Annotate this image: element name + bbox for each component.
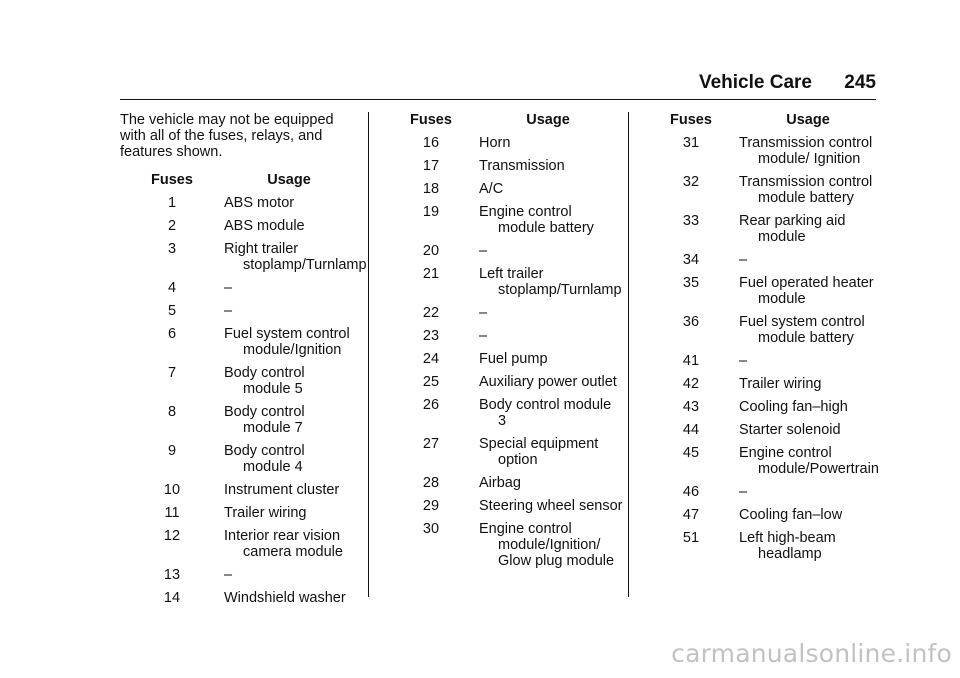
usage-column-header: Usage xyxy=(267,172,311,188)
fuse-number: 13 xyxy=(163,567,181,583)
table-row xyxy=(643,422,883,438)
fuse-number: 6 xyxy=(167,326,177,342)
fuse-number: 8 xyxy=(167,404,177,420)
table-row xyxy=(643,484,883,500)
fuse-number: 1 xyxy=(167,195,177,211)
table-row xyxy=(120,482,355,498)
fuse-usage: ABS motor xyxy=(224,195,295,211)
table-header xyxy=(643,112,883,128)
fuse-number: 46 xyxy=(682,484,700,500)
fuse-usage: Cooling fan–high xyxy=(739,399,848,415)
table-row xyxy=(643,530,883,562)
fuse-number: 35 xyxy=(682,275,700,291)
fuse-usage: ABS module xyxy=(224,218,305,234)
fuse-number: 27 xyxy=(422,436,440,452)
fuse-usage: Engine control module/Ignition/ Glow plug module xyxy=(479,521,615,569)
table-row xyxy=(120,303,355,319)
usage-column-header: Usage xyxy=(786,112,830,128)
fuse-usage: Airbag xyxy=(479,475,521,491)
fuse-usage: Body control module 3 xyxy=(479,397,612,429)
table-row xyxy=(643,445,883,477)
table-row xyxy=(383,305,623,321)
table-row xyxy=(120,195,355,211)
fuse-number: 12 xyxy=(163,528,181,544)
table-row xyxy=(383,158,623,174)
table-row xyxy=(120,365,355,397)
table-row xyxy=(383,266,623,298)
fuse-usage: Body control module 4 xyxy=(224,443,305,475)
table-row xyxy=(120,528,355,560)
table-row xyxy=(120,280,355,296)
table-row xyxy=(643,275,883,307)
table-row xyxy=(120,218,355,234)
fuse-number: 14 xyxy=(163,590,181,606)
table-row xyxy=(120,590,355,606)
fuse-usage: Body control module 5 xyxy=(224,365,305,397)
fuse-usage: Starter solenoid xyxy=(739,422,841,438)
fuse-usage: – xyxy=(479,328,488,344)
fuse-number: 41 xyxy=(682,353,700,369)
fuse-usage: Transmission control module battery xyxy=(739,174,873,206)
usage-column-header: Usage xyxy=(526,112,570,128)
fuses-column-header: Fuses xyxy=(410,112,452,128)
fuse-number: 7 xyxy=(167,365,177,381)
table-row xyxy=(383,181,623,197)
table-row xyxy=(383,243,623,259)
fuse-number: 4 xyxy=(167,280,177,296)
fuse-number: 19 xyxy=(422,204,440,220)
fuse-number: 31 xyxy=(682,135,700,151)
table-row xyxy=(120,567,355,583)
fuse-number: 47 xyxy=(682,507,700,523)
fuse-number: 10 xyxy=(163,482,181,498)
fuse-usage: Instrument cluster xyxy=(224,482,340,498)
table-row xyxy=(120,241,367,273)
fuse-column-3 xyxy=(643,112,883,569)
table-row xyxy=(383,135,623,151)
table-row xyxy=(120,326,355,358)
fuse-usage: – xyxy=(224,567,233,583)
fuse-number: 30 xyxy=(422,521,440,537)
fuse-usage: Left high-beam headlamp xyxy=(739,530,836,562)
fuse-number: 3 xyxy=(167,241,177,257)
fuse-number: 36 xyxy=(682,314,700,330)
column-divider xyxy=(368,112,369,597)
fuse-number: 51 xyxy=(682,530,700,546)
fuse-usage: Trailer wiring xyxy=(739,376,822,392)
section-title: Vehicle Care xyxy=(698,72,812,93)
column-divider xyxy=(628,112,629,597)
intro-paragraph: The vehicle may not be equipped with all of the fuses, relays, and features shown. xyxy=(120,112,334,160)
fuse-usage: Horn xyxy=(479,135,511,151)
fuse-number: 33 xyxy=(682,213,700,229)
fuse-usage: – xyxy=(479,305,488,321)
fuse-usage: Left trailer stoplamp/Turnlamp xyxy=(479,266,622,298)
fuse-usage: Fuel pump xyxy=(479,351,548,367)
fuse-number: 25 xyxy=(422,374,440,390)
header-divider xyxy=(120,99,876,100)
watermark: carmanualsonline.info xyxy=(671,639,952,668)
fuse-number: 22 xyxy=(422,305,440,321)
fuse-usage: A/C xyxy=(479,181,504,197)
fuse-usage: Engine control module/Powertrain xyxy=(739,445,879,477)
table-row xyxy=(643,507,883,523)
fuses-column-header: Fuses xyxy=(670,112,712,128)
table-row xyxy=(120,505,355,521)
fuse-number: 20 xyxy=(422,243,440,259)
fuse-number: 5 xyxy=(167,303,177,319)
table-row xyxy=(383,475,623,491)
table-row xyxy=(120,404,355,436)
table-row xyxy=(643,399,883,415)
table-row xyxy=(383,436,623,468)
fuse-usage: Rear parking aid module xyxy=(739,213,846,245)
page-number: 245 xyxy=(844,72,876,93)
fuse-usage: – xyxy=(479,243,488,259)
fuses-column-header: Fuses xyxy=(151,172,193,188)
fuse-number: 45 xyxy=(682,445,700,461)
fuse-usage: Fuel operated heater module xyxy=(739,275,874,307)
fuse-number: 18 xyxy=(422,181,440,197)
table-row xyxy=(383,351,623,367)
fuse-number: 9 xyxy=(167,443,177,459)
fuse-usage: – xyxy=(739,252,748,268)
fuse-number: 34 xyxy=(682,252,700,268)
fuse-usage: Fuel system control module battery xyxy=(739,314,865,346)
fuse-usage: Special equipment option xyxy=(479,436,599,468)
fuse-number: 29 xyxy=(422,498,440,514)
fuse-usage: Engine control module battery xyxy=(479,204,594,236)
fuse-number: 28 xyxy=(422,475,440,491)
table-row xyxy=(383,397,623,429)
table-row xyxy=(643,213,883,245)
fuse-usage: Transmission control module/ Ignition xyxy=(739,135,873,167)
fuse-number: 26 xyxy=(422,397,440,413)
fuse-usage: Steering wheel sensor xyxy=(479,498,623,514)
table-header xyxy=(120,172,355,188)
table-row xyxy=(643,174,883,206)
fuse-number: 21 xyxy=(422,266,440,282)
fuse-number: 44 xyxy=(682,422,700,438)
table-row xyxy=(643,353,883,369)
fuse-number: 42 xyxy=(682,376,700,392)
fuse-usage: – xyxy=(739,353,748,369)
page-header xyxy=(120,72,876,97)
fuse-number: 16 xyxy=(422,135,440,151)
fuse-number: 32 xyxy=(682,174,700,190)
fuse-number: 43 xyxy=(682,399,700,415)
fuse-usage: Cooling fan–low xyxy=(739,507,843,523)
fuse-usage: Fuel system control module/Ignition xyxy=(224,326,350,358)
table-row xyxy=(643,135,883,167)
fuse-usage: Transmission xyxy=(479,158,565,174)
table-row xyxy=(383,328,623,344)
fuse-number: 23 xyxy=(422,328,440,344)
fuse-number: 17 xyxy=(422,158,440,174)
table-row xyxy=(643,376,883,392)
fuse-column-2 xyxy=(383,112,623,576)
table-row xyxy=(383,204,623,236)
table-row xyxy=(383,498,623,514)
table-row xyxy=(643,314,883,346)
fuse-usage: – xyxy=(224,280,233,296)
fuse-column-1 xyxy=(120,112,367,613)
fuse-usage: – xyxy=(224,303,233,319)
fuse-usage: Trailer wiring xyxy=(224,505,307,521)
fuse-usage: Interior rear vision camera module xyxy=(224,528,343,560)
fuse-usage: – xyxy=(739,484,748,500)
table-row xyxy=(383,374,623,390)
fuse-usage: Windshield washer xyxy=(224,590,346,606)
fuse-usage: Body control module 7 xyxy=(224,404,305,436)
fuse-number: 11 xyxy=(164,505,180,521)
fuse-number: 2 xyxy=(167,218,177,234)
table-row xyxy=(120,443,355,475)
fuse-usage: Auxiliary power outlet xyxy=(479,374,617,390)
table-header xyxy=(383,112,623,128)
table-row xyxy=(383,521,623,569)
fuse-usage: Right trailer stoplamp/Turnlamp xyxy=(224,241,367,273)
fuse-number: 24 xyxy=(422,351,440,367)
table-row xyxy=(643,252,883,268)
